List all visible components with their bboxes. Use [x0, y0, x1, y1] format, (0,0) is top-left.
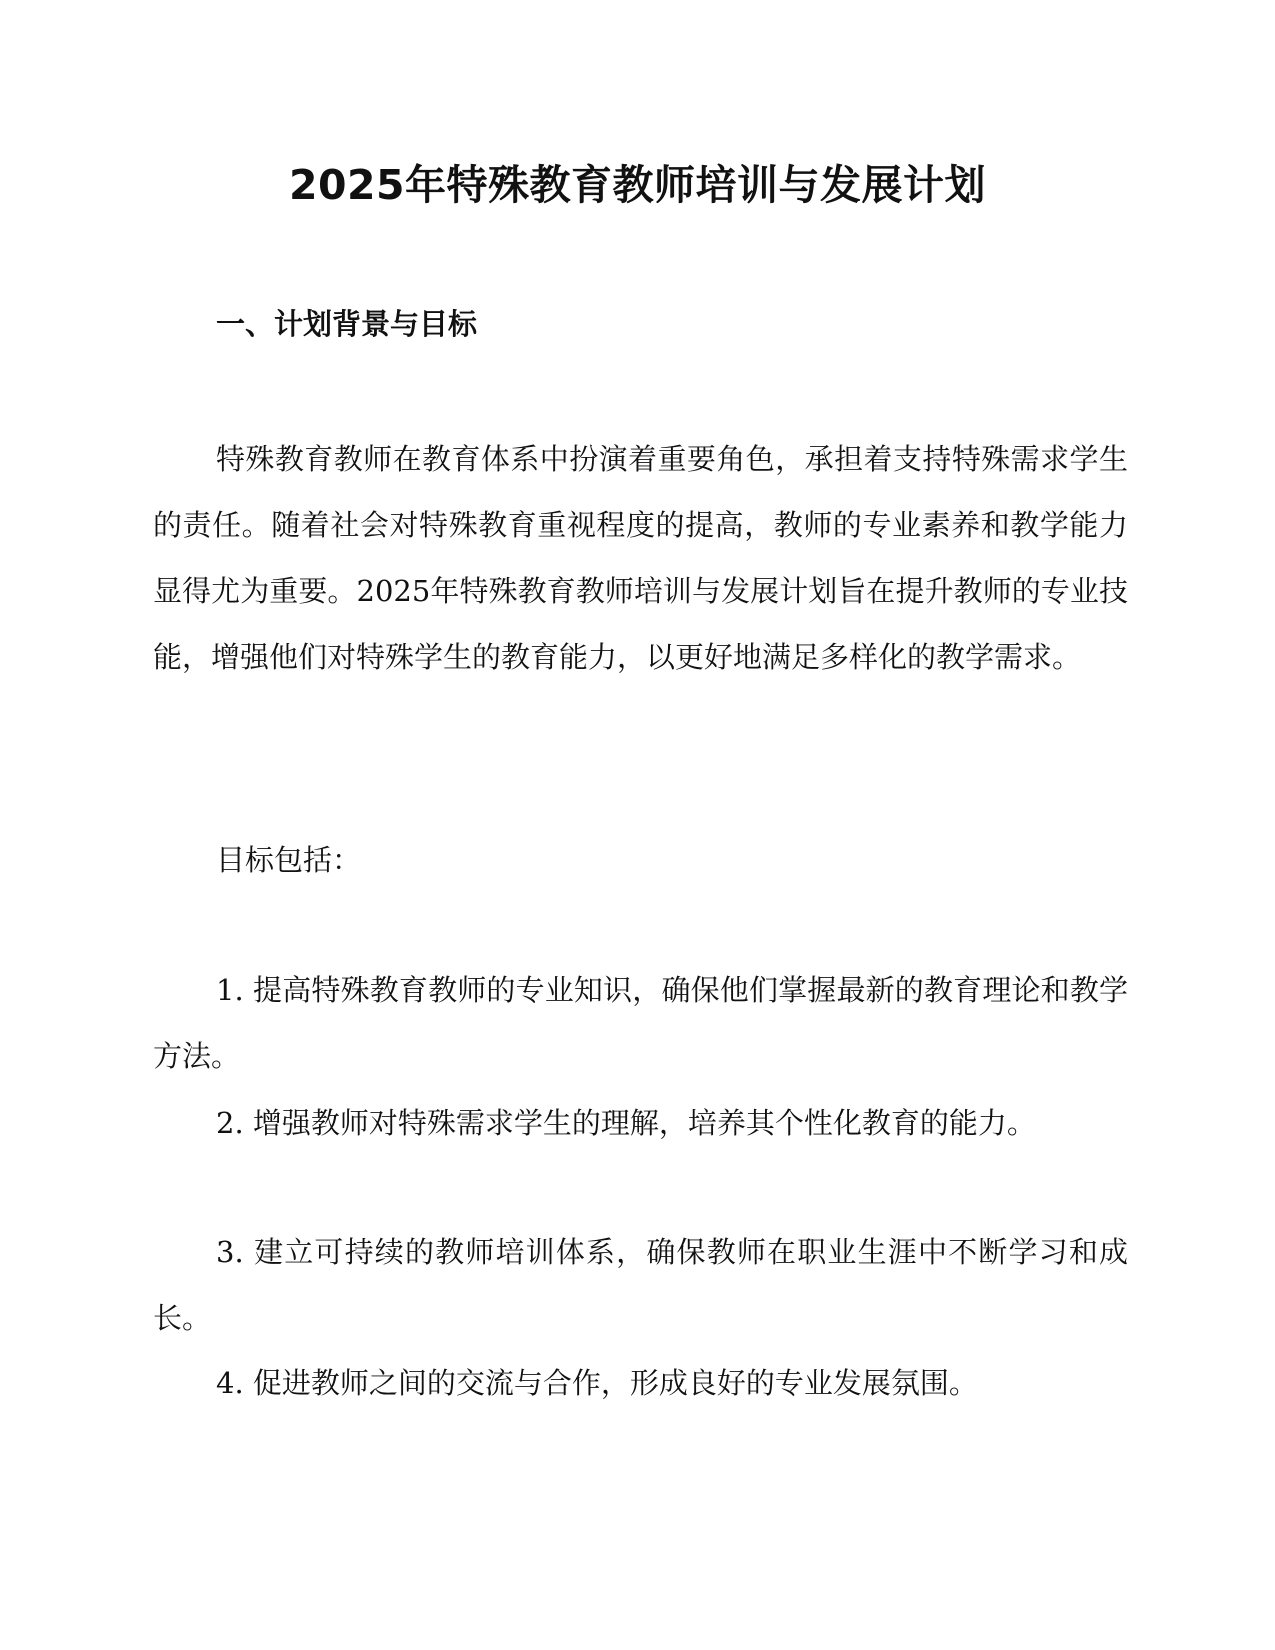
section-heading-background-goals: 一、计划背景与目标 — [216, 307, 478, 341]
goals-label: 目标包括： — [216, 843, 362, 877]
document-title: 2025年特殊教育教师培训与发展计划 — [288, 161, 987, 209]
intro-paragraph: 特殊教育教师在教育体系中扮演着重要角色，承担着支持特殊需求学生的责任。随着社会对特殊教育重视程度的提高，教师的专业素养和教学能力显得尤为重要。2025年特殊教育教师培训与发展计划旨在提升教师的专业技能，增强他们对特殊学生的教育能力，以更好地满足多样化的教学需求。 — [153, 442, 1128, 674]
goal-item-2: 2. 增强教师对特殊需求学生的理解，培养其个性化教育的能力。 — [216, 1106, 1036, 1140]
goal-item-3: 3. 建立可持续的教师培训体系，确保教师在职业生涯中不断学习和成长。 — [153, 1235, 1128, 1335]
goal-item-1: 1. 提高特殊教育教师的专业知识，确保他们掌握最新的教育理论和教学方法。 — [153, 973, 1128, 1073]
goal-item-4: 4. 促进教师之间的交流与合作，形成良好的专业发展氛围。 — [216, 1366, 978, 1400]
